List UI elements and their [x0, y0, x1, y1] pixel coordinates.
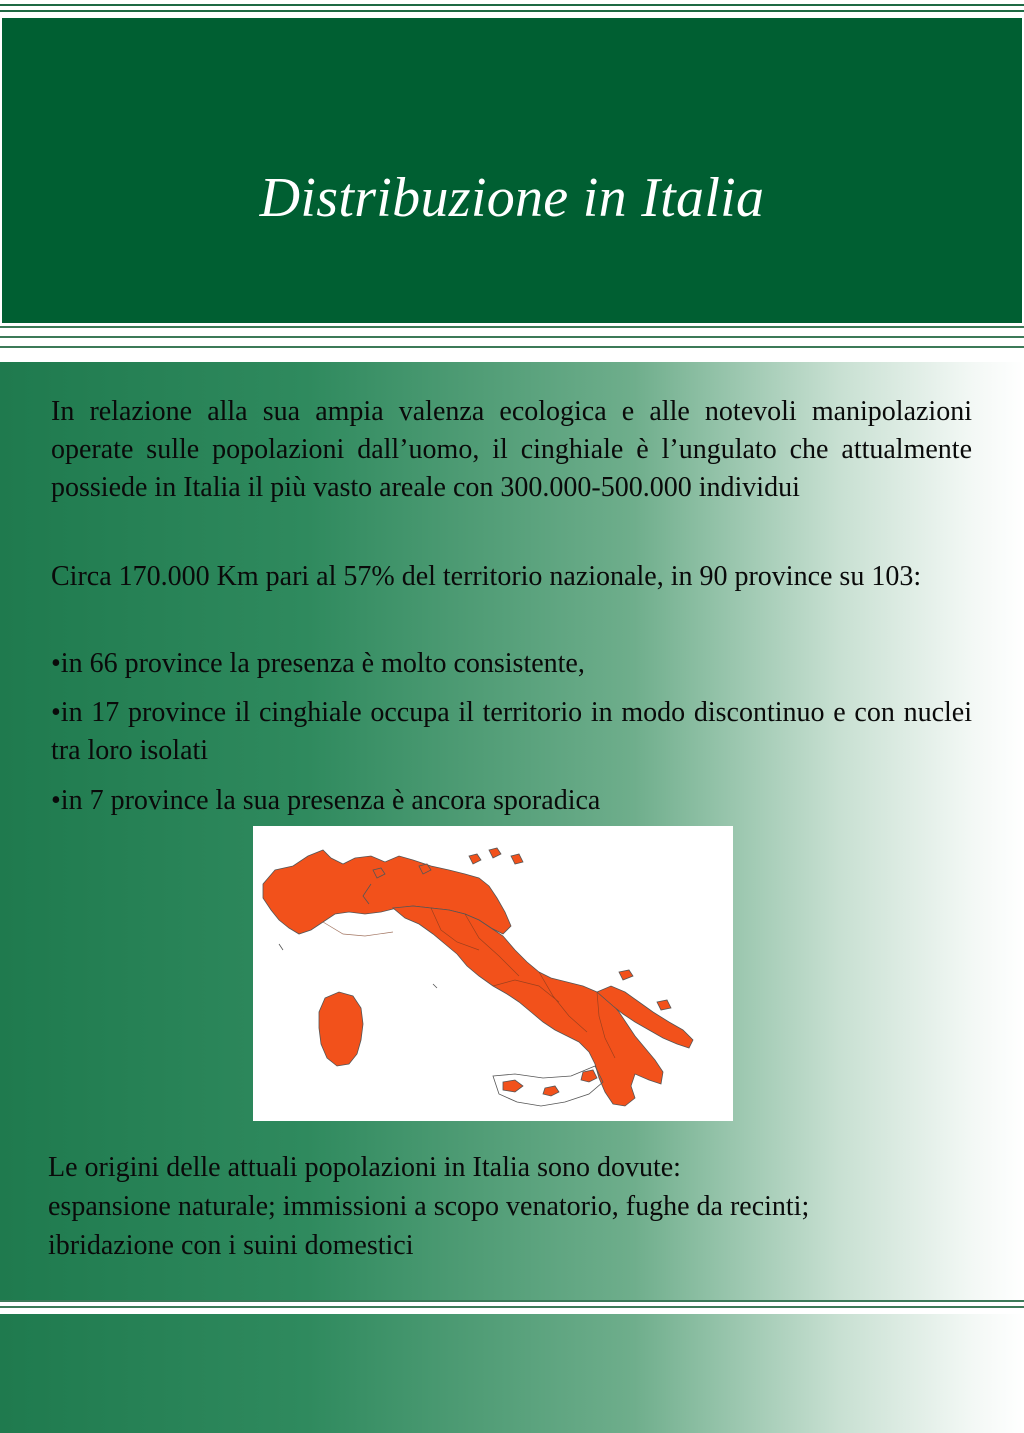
- map-region-sicily-2: [543, 1086, 559, 1096]
- header-banner: [2, 18, 1022, 323]
- page-title: Distribuzione in Italia: [259, 167, 765, 229]
- top-rule-2: [0, 10, 1024, 12]
- map-region-sicily-1: [503, 1080, 523, 1092]
- header-rule-3: [0, 346, 1024, 348]
- map-spot-gargano: [657, 1000, 671, 1010]
- map-region-sardinia: [319, 992, 363, 1066]
- italy-map-graphic: [253, 826, 733, 1121]
- map-spot-ne-3: [511, 854, 523, 864]
- map-region-sicily-3: [581, 1070, 597, 1082]
- map-spot-ne-2: [489, 848, 501, 858]
- intro-paragraph: In relazione alla sua ampia valenza ecologica e alle notevoli manipolazioni operate sulle popolazioni dall’uomo, il cinghiale è l’ungulato che attualmente possiede in Italia il più vasto areale con 300.000-500.000 individui: [51, 396, 972, 503]
- header-rule: [0, 326, 1024, 328]
- map-spot-ne-1: [469, 854, 481, 864]
- italy-distribution-map: [253, 826, 733, 1121]
- origins-paragraph: [48, 1148, 998, 1265]
- area-paragraph: Circa 170.000 Km pari al 57% del territorio nazionale, in 90 province su 103:: [51, 561, 922, 592]
- bullet-sporadic: •in 7 province la sua presenza è ancora sporadica: [51, 785, 601, 816]
- map-spot-adriatic: [619, 970, 633, 980]
- footer-rule: [0, 1300, 1024, 1302]
- header-rule-2: [0, 336, 1024, 338]
- origins-line-3: ibridazione con i suini domestici: [48, 1230, 414, 1261]
- bullet-discontinuous: •in 17 province il cinghiale occupa il territorio in modo discontinuo e con nuclei tra loro isolati: [51, 697, 972, 766]
- origins-line-2: espansione naturale; immissioni a scopo venatorio, fughe da recinti;: [48, 1191, 810, 1222]
- bullet-consistent: •in 66 province la presenza è molto consistente,: [51, 648, 585, 679]
- footer-panel: [0, 1314, 1024, 1433]
- footer-rule-2: [0, 1306, 1024, 1308]
- origins-line-1: Le origini delle attuali popolazioni in Italia sono dovute:: [48, 1152, 681, 1183]
- top-rule: [0, 4, 1024, 6]
